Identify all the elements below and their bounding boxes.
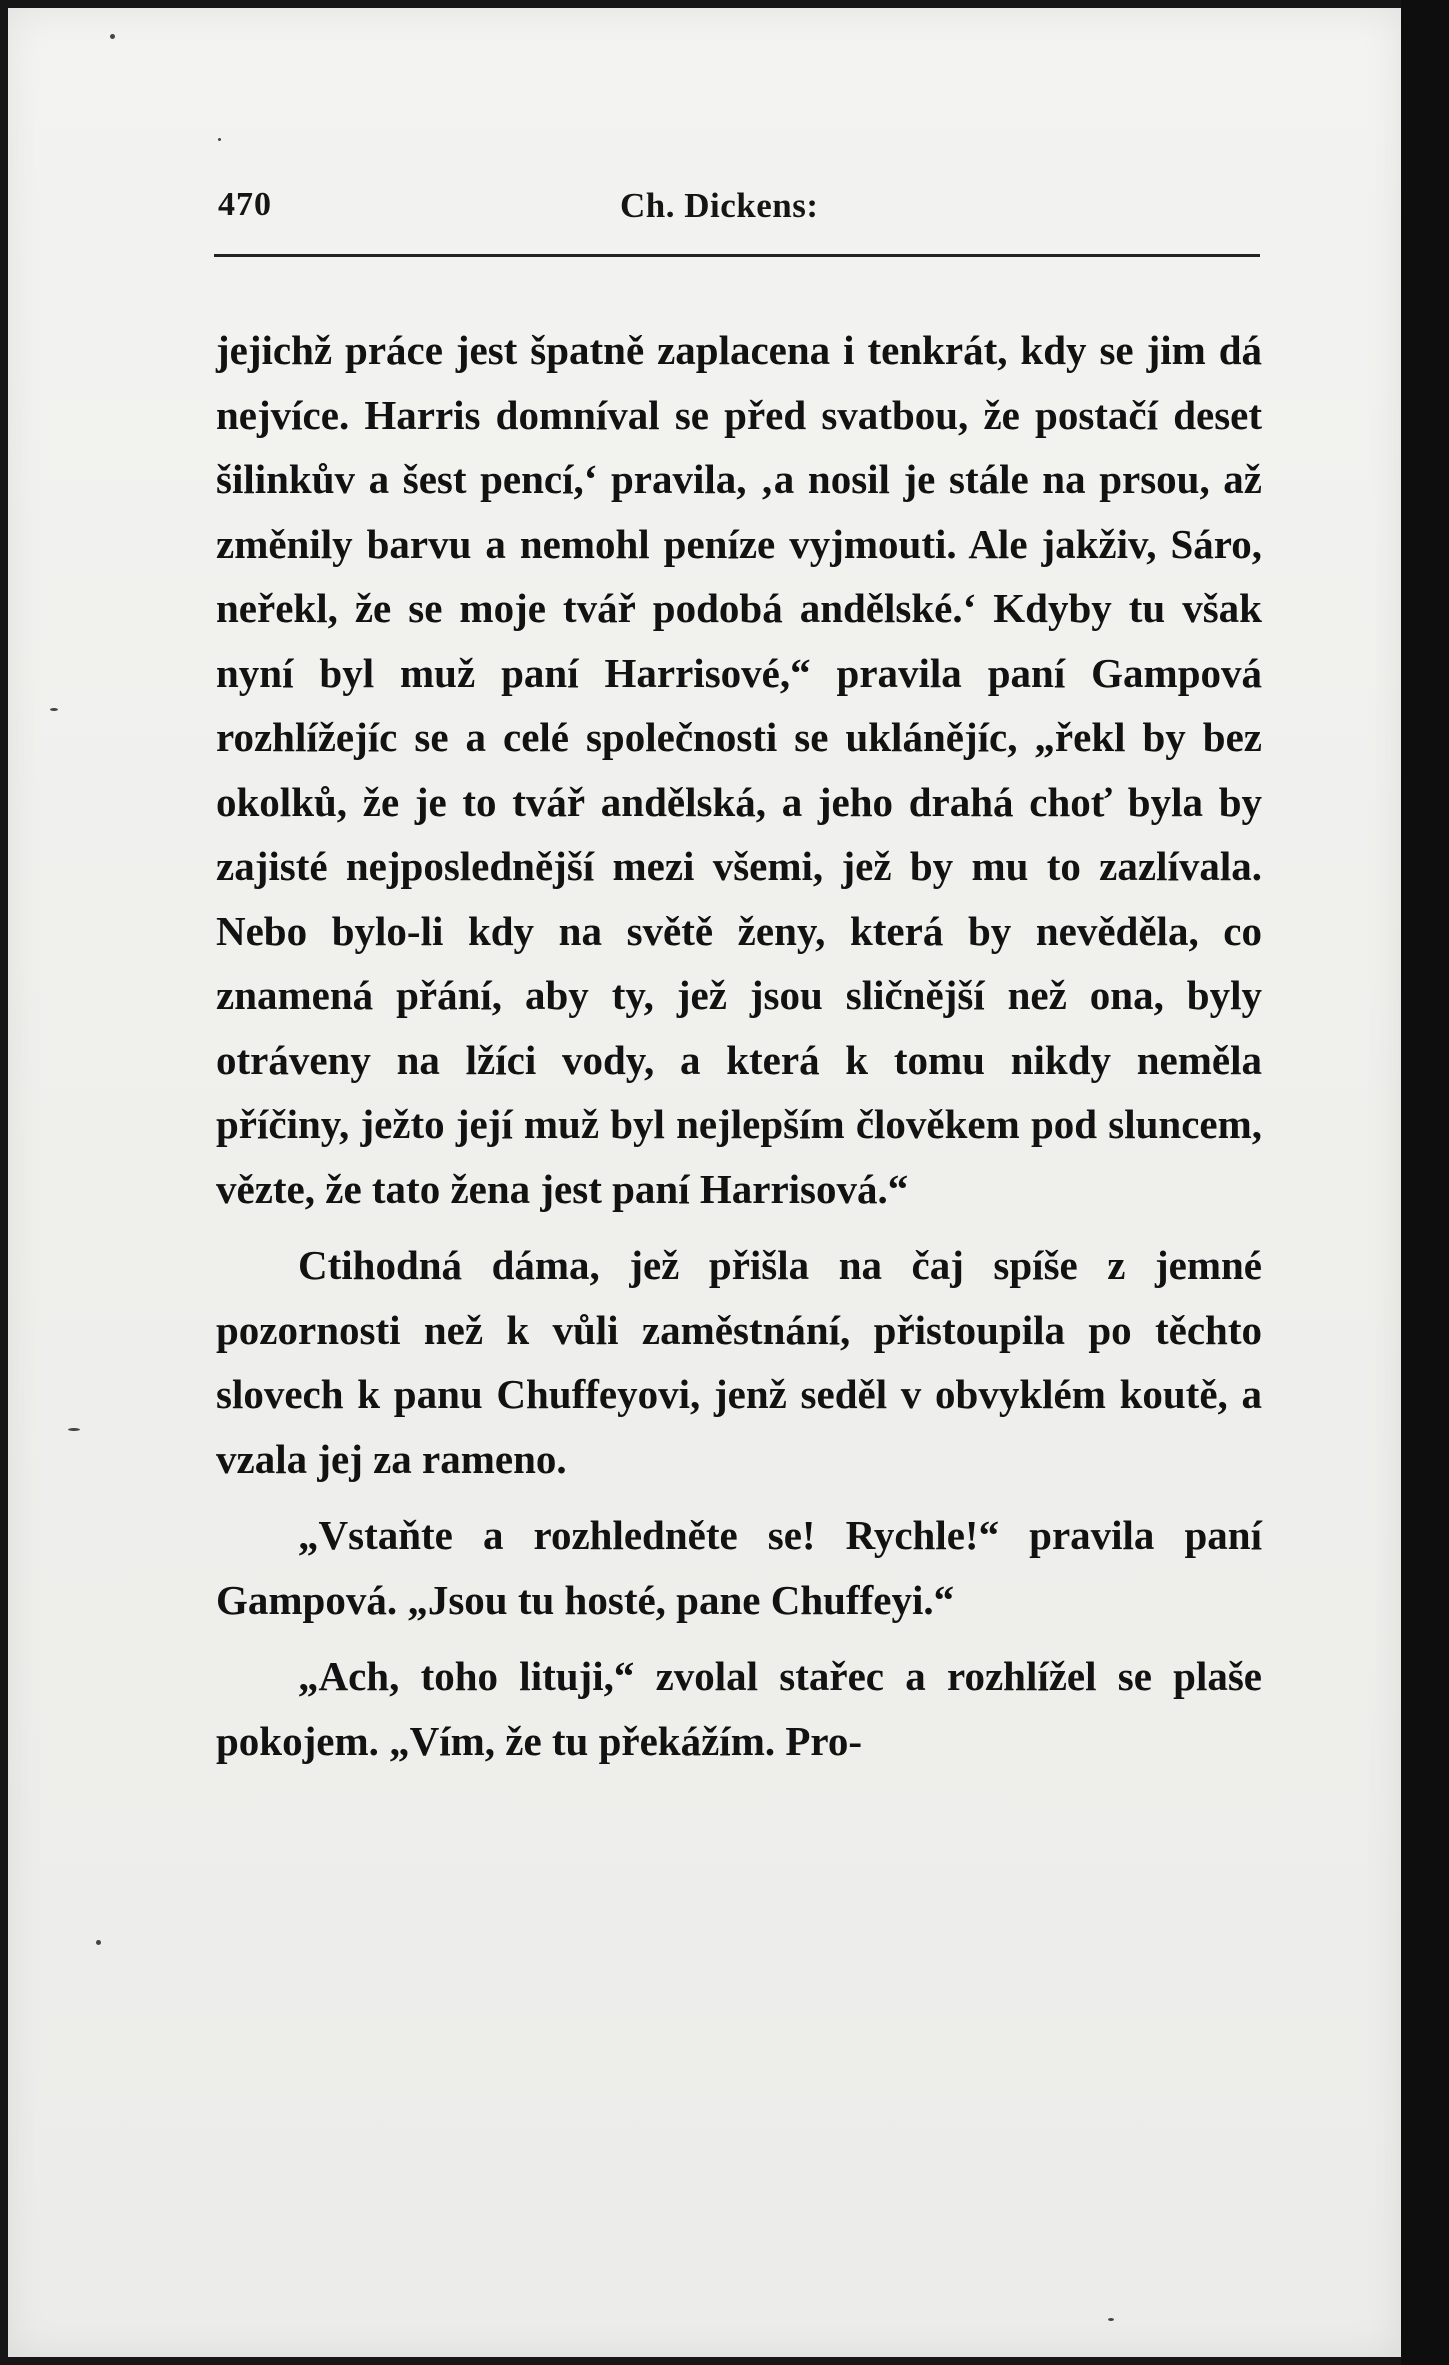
scan-speck xyxy=(96,1940,101,1945)
paragraph: Ctihodná dáma, jež přišla na čaj spíše z jemné pozornosti než k vůli zaměstnání, přistoupila po těchto slovech k panu Chuffeyovi, jenž seděl v obvyklém koutě, a vzala jej za rameno. xyxy=(216,1242,1262,1482)
running-head: Ch. Dickens: xyxy=(620,186,819,225)
scan-speck xyxy=(50,708,58,711)
paragraph: „Ach, toho lituji,“ zvolal stařec a rozhlížel se plaše pokojem. „Vím, že tu překážím. Pro- xyxy=(216,1653,1262,1764)
paragraph: jejichž práce jest špatně zaplacena i tenkrát, kdy se jim dá nejvíce. Harris domníval se před svatbou, že postačí deset šilinkův a šest pencí,‘ pravila, ‚a nosil je stále na prsou, až změnily barvu a nemohl peníze vyjmouti. Ale jakživ, Sáro, neřekl, že se moje tvář podobá andělské.‘ Kdyby tu však nyní byl muž paní Harrisové,“ pravila paní Gampová rozhlížejíc se a celé společnosti se uklánějíc, „řekl by bez okolků, že je to tvář andělská, a jeho drahá choť byla by zajisté nejposlednější mezi všemi, jež by mu to zazlívala. Nebo bylo-li kdy na světě ženy, která by nevěděla, co znamená přání, aby ty, jež jsou sličnější než ona, byly otráveny na lžíci vody, a která k tomu nikdy neměla příčiny, ježto její muž byl nejlepším člověkem pod sluncem, vězte, že tato žena jest paní Harrisová.“ xyxy=(216,327,1262,1212)
body-text xyxy=(216,318,1262,1773)
page-number: 470 xyxy=(218,186,272,223)
scan-edge-shadow xyxy=(1401,0,1449,2365)
scan-speck xyxy=(110,34,115,39)
header-rule xyxy=(214,254,1260,257)
paragraph: „Vstaňte a rozhledněte se! Rychle!“ pravila paní Gampová. „Jsou tu hosté, pane Chuffeyi.“ xyxy=(216,1512,1262,1623)
scan-speck xyxy=(218,138,221,141)
scan-speck xyxy=(68,1428,80,1431)
scan-speck xyxy=(1108,2318,1114,2321)
page-header xyxy=(210,186,1260,236)
